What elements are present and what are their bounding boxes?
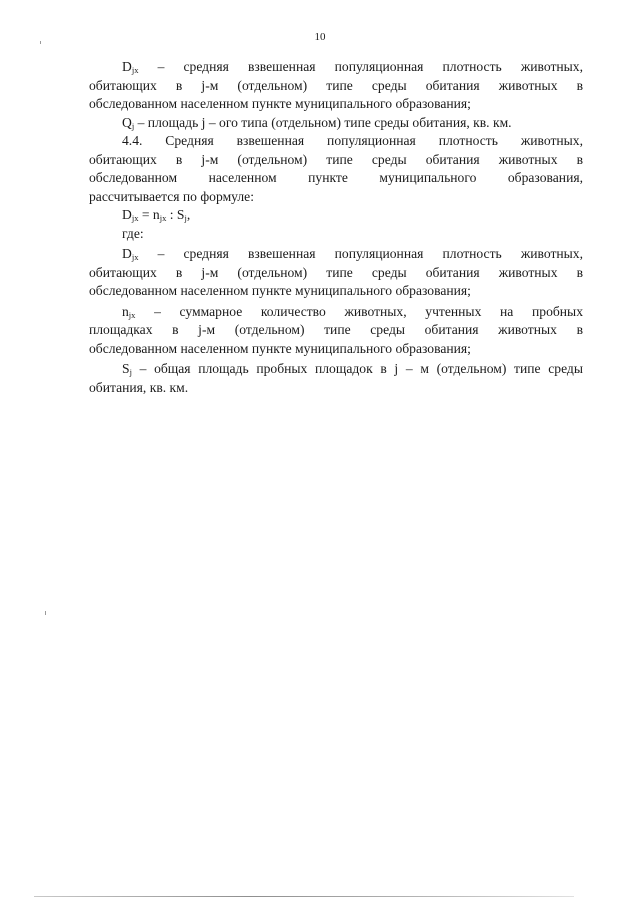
symbol: S [122,361,130,376]
text-line: – средняя взвешенная популяционная плотность животных, [138,246,583,261]
formula-s: S [176,207,185,222]
text-line: обитания, кв. км. [89,379,189,395]
text-line: – средняя взвешенная популяционная плотность животных, [138,59,583,74]
symbol: D [122,59,132,74]
formula-div: : [166,207,177,222]
formula-eq: = [138,207,153,222]
formula-d: D [122,207,132,222]
subscript: j [184,213,187,223]
definition-sj [89,360,583,379]
text-line: обследованном населенном пункте муниципального образования, [89,170,583,185]
scan-mark [45,611,46,615]
formula-end: , [186,207,191,222]
definition-qj [89,114,583,133]
text-line: обследованном населенном пункте муниципального образования; [89,340,471,356]
subscript: jx [131,252,139,262]
subscript: jx [131,65,139,75]
subscript: j [129,367,132,377]
where-label: где: [122,225,144,241]
document-body [89,58,583,397]
definition-djx [89,58,583,77]
text-line: рассчитывается по формуле: [89,188,254,204]
page-number: 10 [314,31,326,43]
definition-njx [89,303,583,322]
subscript: jx [128,309,136,320]
symbol: Q [122,114,132,130]
text-line: площадках в j-м (отдельном) типе среды обитания животных в [89,322,583,337]
formula-n: n [152,207,160,222]
text-line: обследованном населенном пункте муниципального образования; [89,96,471,111]
symbol: n [122,303,129,319]
text-line: – площадь j – ого типа (отдельном) типе среды обитания, кв. км. [134,114,512,130]
scan-edge-line [34,896,574,897]
symbol: D [122,246,132,261]
text-line: обитающих в j-м (отдельном) типе среды обитания животных в [89,77,583,93]
scan-mark [40,41,41,44]
subscript: jx [159,213,167,223]
text-line: обитающих в j-м (отдельном) типе среды обитания животных в [89,264,583,280]
text-line: – общая площадь пробных площадок в j – м (отдельном) типе среды [131,361,583,376]
text-line: обитающих в j-м (отдельном) типе среды обитания животных в [89,151,583,167]
subscript: jx [131,213,139,223]
definition-djx-2 [89,245,583,264]
text-line: обследованном населенном пункте муниципального образования; [89,283,471,298]
clause-4-4: 4.4. Средняя взвешенная популяционная плотность животных, [122,133,583,148]
text-line: – суммарное количество животных, учтенных на пробных [135,303,583,319]
formula [89,206,583,225]
subscript: j [131,120,135,131]
